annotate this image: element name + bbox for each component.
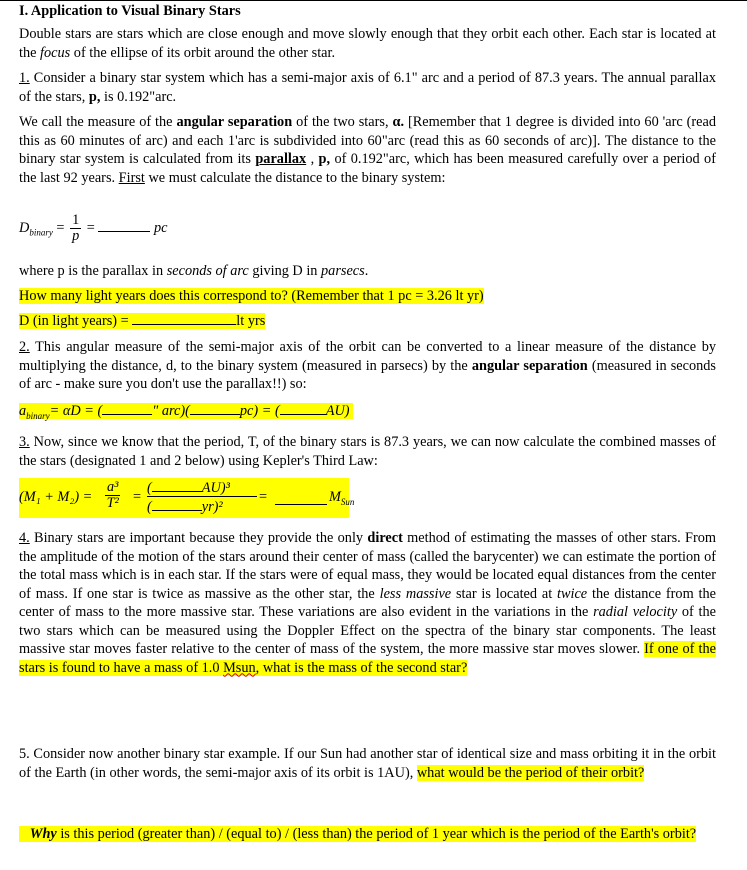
question-1: 1. Consider a binary star system which has a semi-major axis of 6.1" arc and a period of 87.3 years. The annual parallax of the stars, p, is 0.192"arc. xyxy=(19,70,716,105)
angular-measure-paragraph: We call the measure of the angular separation of the two stars, α. [Remember that 1 degree is divided into 60 'arc (read this as 60 minutes of arc) and each 1'arc is subdivided into 60"arc (read this as 60 seconds of arc)]. The distance to the binary star system is calculated from its parallax , p, of 0.192"arc, which has been measured carefully over a period of the last 92 years. First we must calculate the distance to the binary system: xyxy=(19,114,716,186)
question-number: 3. xyxy=(19,434,30,450)
question-number: 1. xyxy=(19,70,30,86)
question-4: 4. Binary stars are important because they provide the only direct method of estimating the masses of other stars. From the amplitude of the motion of the stars around their center of mass (called the barycenter) we can estimate the portion of the total mass which is in each star. If the stars were of equal mass, they would be located equal distances from the center of mass. If one star is twice as massive as the other star, the less massive star is located at twice the distance from the center of mass to the more massive star. These variations are also evident in the variations in the radial velocity of the two stars which can be measured using the Doppler Effect on the spectra of the binary star components. The least massive star moves faster relative to the center of mass of the system, the more massive star moves slower. If one of the stars is found to have a mass of 1.0 Msun, what is the mass of the second star? xyxy=(19,530,717,676)
yr-squared-blank[interactable] xyxy=(152,499,202,511)
one-over-p-fraction: $\frac{1}{p}$ xyxy=(72,212,80,244)
parallax-note: where p is the parallax in seconds of arc giving D in parsecs. xyxy=(19,263,369,279)
au-blank[interactable] xyxy=(280,402,326,415)
question-number: 2. xyxy=(19,339,30,355)
arc-blank[interactable] xyxy=(102,402,152,415)
parallax-term: parallax xyxy=(255,151,307,167)
section-heading: I. Application to Visual Binary Stars xyxy=(19,3,241,19)
question-3: 3. Now, since we know that the period, T, of the binary stars is 87.3 years, we can now calculate the combined masses of the stars (designated 1 and 2 below) using Kepler's Third Law: xyxy=(19,434,716,469)
why-question: Why is this period (greater than) / (equal to) / (less than) the period of 1 year which is the period of the Earth's orbit? xyxy=(19,825,716,844)
pc-blank[interactable] xyxy=(190,402,240,415)
light-years-question: How many light years does this correspond to? (Remember that 1 pc = 3.26 lt yr) xyxy=(19,288,484,304)
kepler-equation: (M₁ + M₂) = $\frac{\text{a³}}{\text{T²}}$ = ( AU)³ ( yr)² = $M_{Sun}$ xyxy=(19,478,349,518)
top-border xyxy=(0,0,747,1)
light-years-answer-line: D (in light years) = lt yrs xyxy=(19,313,266,329)
au-cubed-blank[interactable] xyxy=(152,480,202,492)
semi-major-axis-equation: $a_{binary}= \alpha D$ = ( " arc)( pc) = ( AU) xyxy=(19,402,353,421)
a-cubed-over-t-squared: $\frac{\text{a³}}{\text{T²}}$ xyxy=(106,479,119,511)
question-5: 5. Consider now another binary star example. If our Sun had another star of identical size and mass orbiting it in the orbit of the Earth (in other words, the semi-major axis of its orbit is 1AU), what would be the period of their orbit? xyxy=(19,746,716,781)
mass-answer-blank[interactable] xyxy=(275,492,327,505)
intro-paragraph: Double stars are stars which are close enough and move slowly enough that they orbit each other. Each star is located at the focus of the ellipse of its orbit around the other star. xyxy=(19,26,716,61)
question-number: 4. xyxy=(19,530,30,546)
distance-answer-blank[interactable] xyxy=(98,219,150,232)
light-years-answer-blank[interactable] xyxy=(132,312,236,325)
question-2: 2. This angular measure of the semi-major axis of the orbit can be converted to a linear measure of the distance by multiplying the distance, d, to the binary system (measured in parsecs) by the angular separation (measured in seconds of arc - make sure you don't use the parallax!!) so: xyxy=(19,339,716,392)
distance-equation: $D_{binary}$ = $\frac{1}{p}$ = pc xyxy=(19,212,168,244)
focus-term: focus xyxy=(40,44,71,61)
